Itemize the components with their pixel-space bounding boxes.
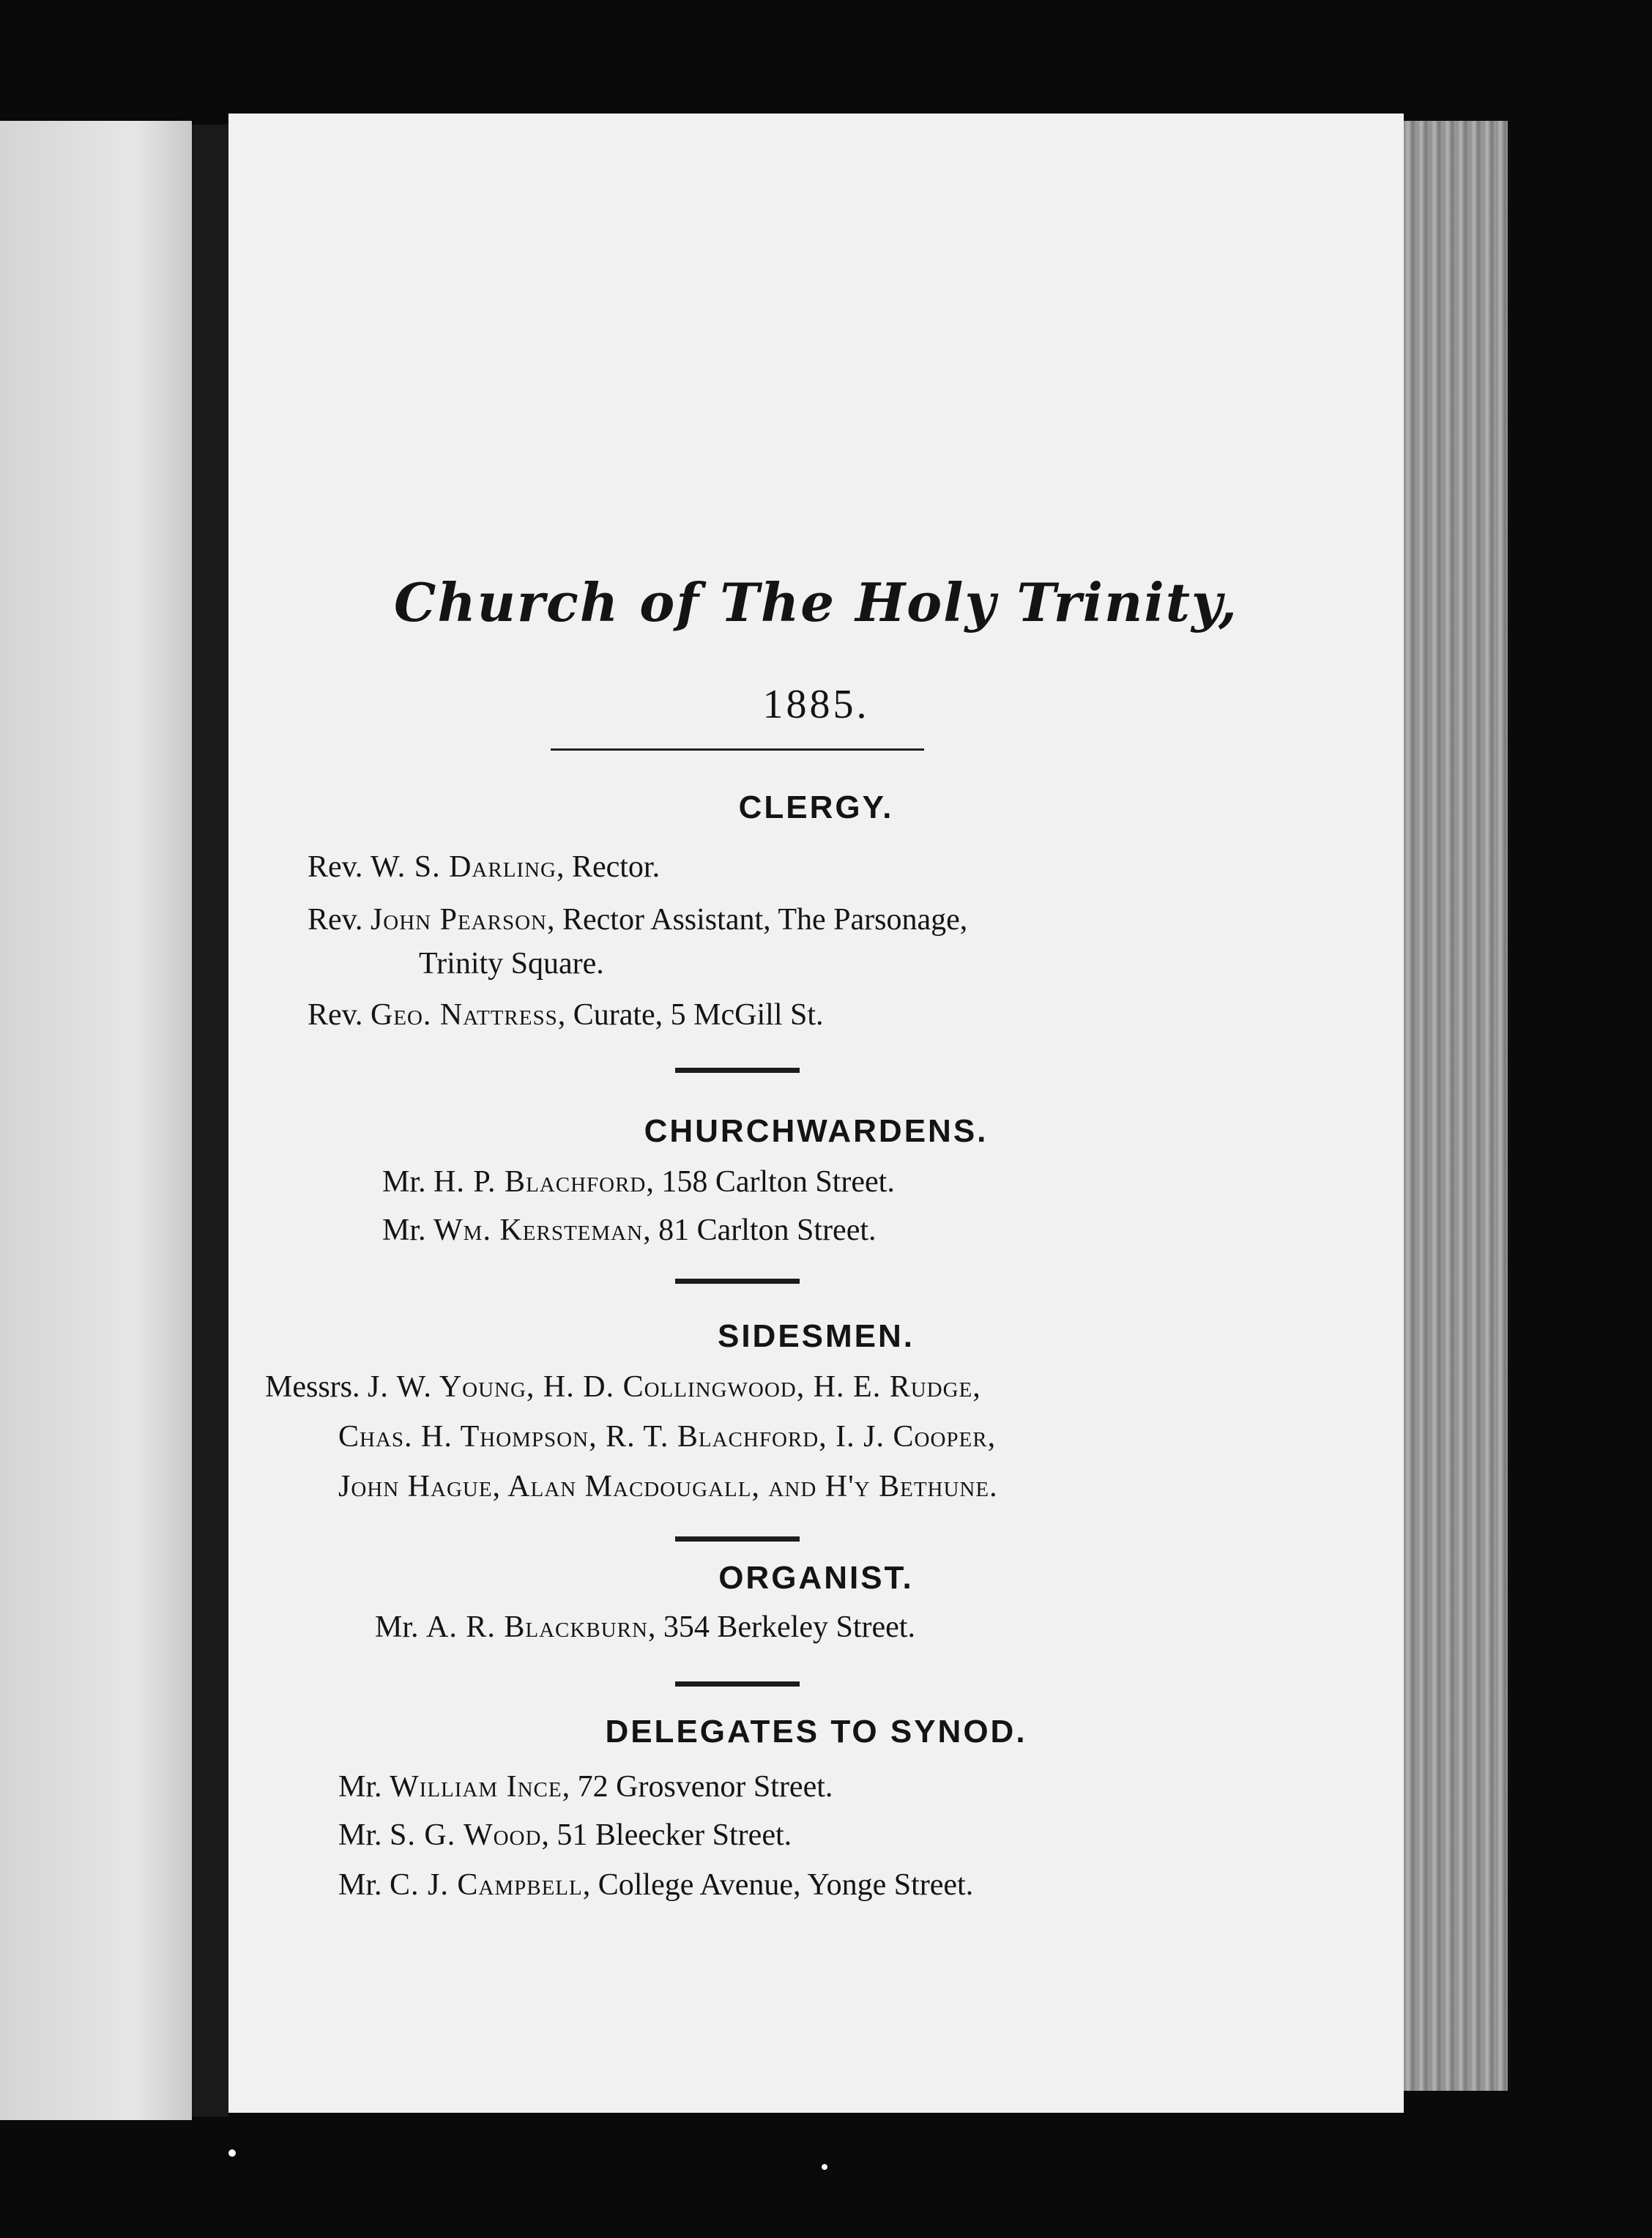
clergy-line: [308, 902, 967, 937]
year: 1885.: [762, 682, 870, 727]
sidesmen-line: [265, 1369, 981, 1405]
churchwarden-prefix: Mr.: [382, 1213, 434, 1247]
clergy-detail: , Curate, 5 McGill St.: [557, 998, 824, 1032]
section-rule: [675, 1681, 800, 1687]
clergy-prefix: Rev.: [308, 998, 371, 1032]
churchwarden-prefix: Mr.: [382, 1165, 434, 1199]
clergy-name: John Pearson: [370, 903, 547, 937]
delegate-line: [338, 1769, 833, 1804]
delegates-heading: DELEGATES TO SYNOD.: [605, 1714, 1027, 1750]
film-speck: [822, 2164, 827, 2170]
sidesmen-line: Chas. H. Thompson, R. T. Blachford, I. J. Cooper,: [338, 1420, 997, 1454]
churchwarden-name: H. P. Blachford: [434, 1165, 647, 1199]
delegate-prefix: Mr.: [338, 1770, 390, 1804]
sidesmen-heading: SIDESMEN.: [717, 1318, 915, 1354]
churchwarden-address: , 158 Carlton Street.: [646, 1165, 895, 1199]
clergy-detail: , Rector.: [556, 850, 661, 884]
delegate-line: [338, 1867, 973, 1903]
clergy-prefix: Rev.: [308, 850, 371, 884]
delegate-address: , College Avenue, Yonge Street.: [582, 1868, 974, 1902]
churchwarden-name: Wm. Kersteman: [434, 1213, 644, 1247]
churchwarden-address: , 81 Carlton Street.: [643, 1213, 877, 1247]
organist-line: [375, 1610, 915, 1645]
sidesmen-names: J. W. Young, H. D. Collingwood, H. E. Rudge,: [368, 1370, 981, 1404]
delegate-name: C. J. Campbell: [390, 1868, 583, 1902]
sidesmen-line: John Hague, Alan Macdougall, and H'y Bethune.: [338, 1470, 998, 1503]
facing-page: [0, 121, 192, 2120]
film-speck: [228, 2149, 236, 2157]
churchwarden-line: [382, 1213, 877, 1248]
organist-name: A. R. Blackburn: [426, 1610, 648, 1644]
title-rule: [551, 748, 924, 751]
churchwarden-line: [382, 1164, 895, 1200]
section-rule: [675, 1068, 800, 1073]
clergy-line-continuation: Trinity Square.: [419, 947, 604, 981]
organist-address: , 354 Berkeley Street.: [647, 1610, 915, 1644]
sidesmen-prefix: Messrs.: [265, 1370, 368, 1404]
clergy-name: Geo. Nattress: [370, 998, 558, 1032]
page-edges: [1404, 121, 1508, 2091]
organist-prefix: Mr.: [375, 1610, 427, 1644]
delegate-address: , 51 Bleecker Street.: [541, 1818, 792, 1852]
organist-heading: ORGANIST.: [718, 1560, 914, 1596]
delegate-prefix: Mr.: [338, 1818, 390, 1852]
section-rule: [675, 1279, 800, 1284]
clergy-name: W. S. Darling: [370, 850, 557, 884]
delegate-name: S. G. Wood: [390, 1818, 542, 1852]
book-gutter: [192, 124, 228, 2116]
delegate-name: William Ince: [390, 1770, 562, 1804]
delegate-prefix: Mr.: [338, 1868, 390, 1902]
section-rule: [675, 1536, 800, 1542]
clergy-prefix: Rev.: [308, 903, 371, 937]
clergy-detail: , Rector Assistant, The Parsonage,: [546, 903, 968, 937]
clergy-line: [308, 997, 824, 1033]
delegate-line: [338, 1818, 792, 1853]
clergy-line: [308, 850, 660, 885]
clergy-heading: CLERGY.: [738, 789, 894, 825]
churchwardens-heading: CHURCHWARDENS.: [644, 1113, 989, 1149]
page-title: Church of The Holy Trinity,: [394, 571, 1238, 633]
delegate-address: , 72 Grosvenor Street.: [562, 1770, 833, 1804]
